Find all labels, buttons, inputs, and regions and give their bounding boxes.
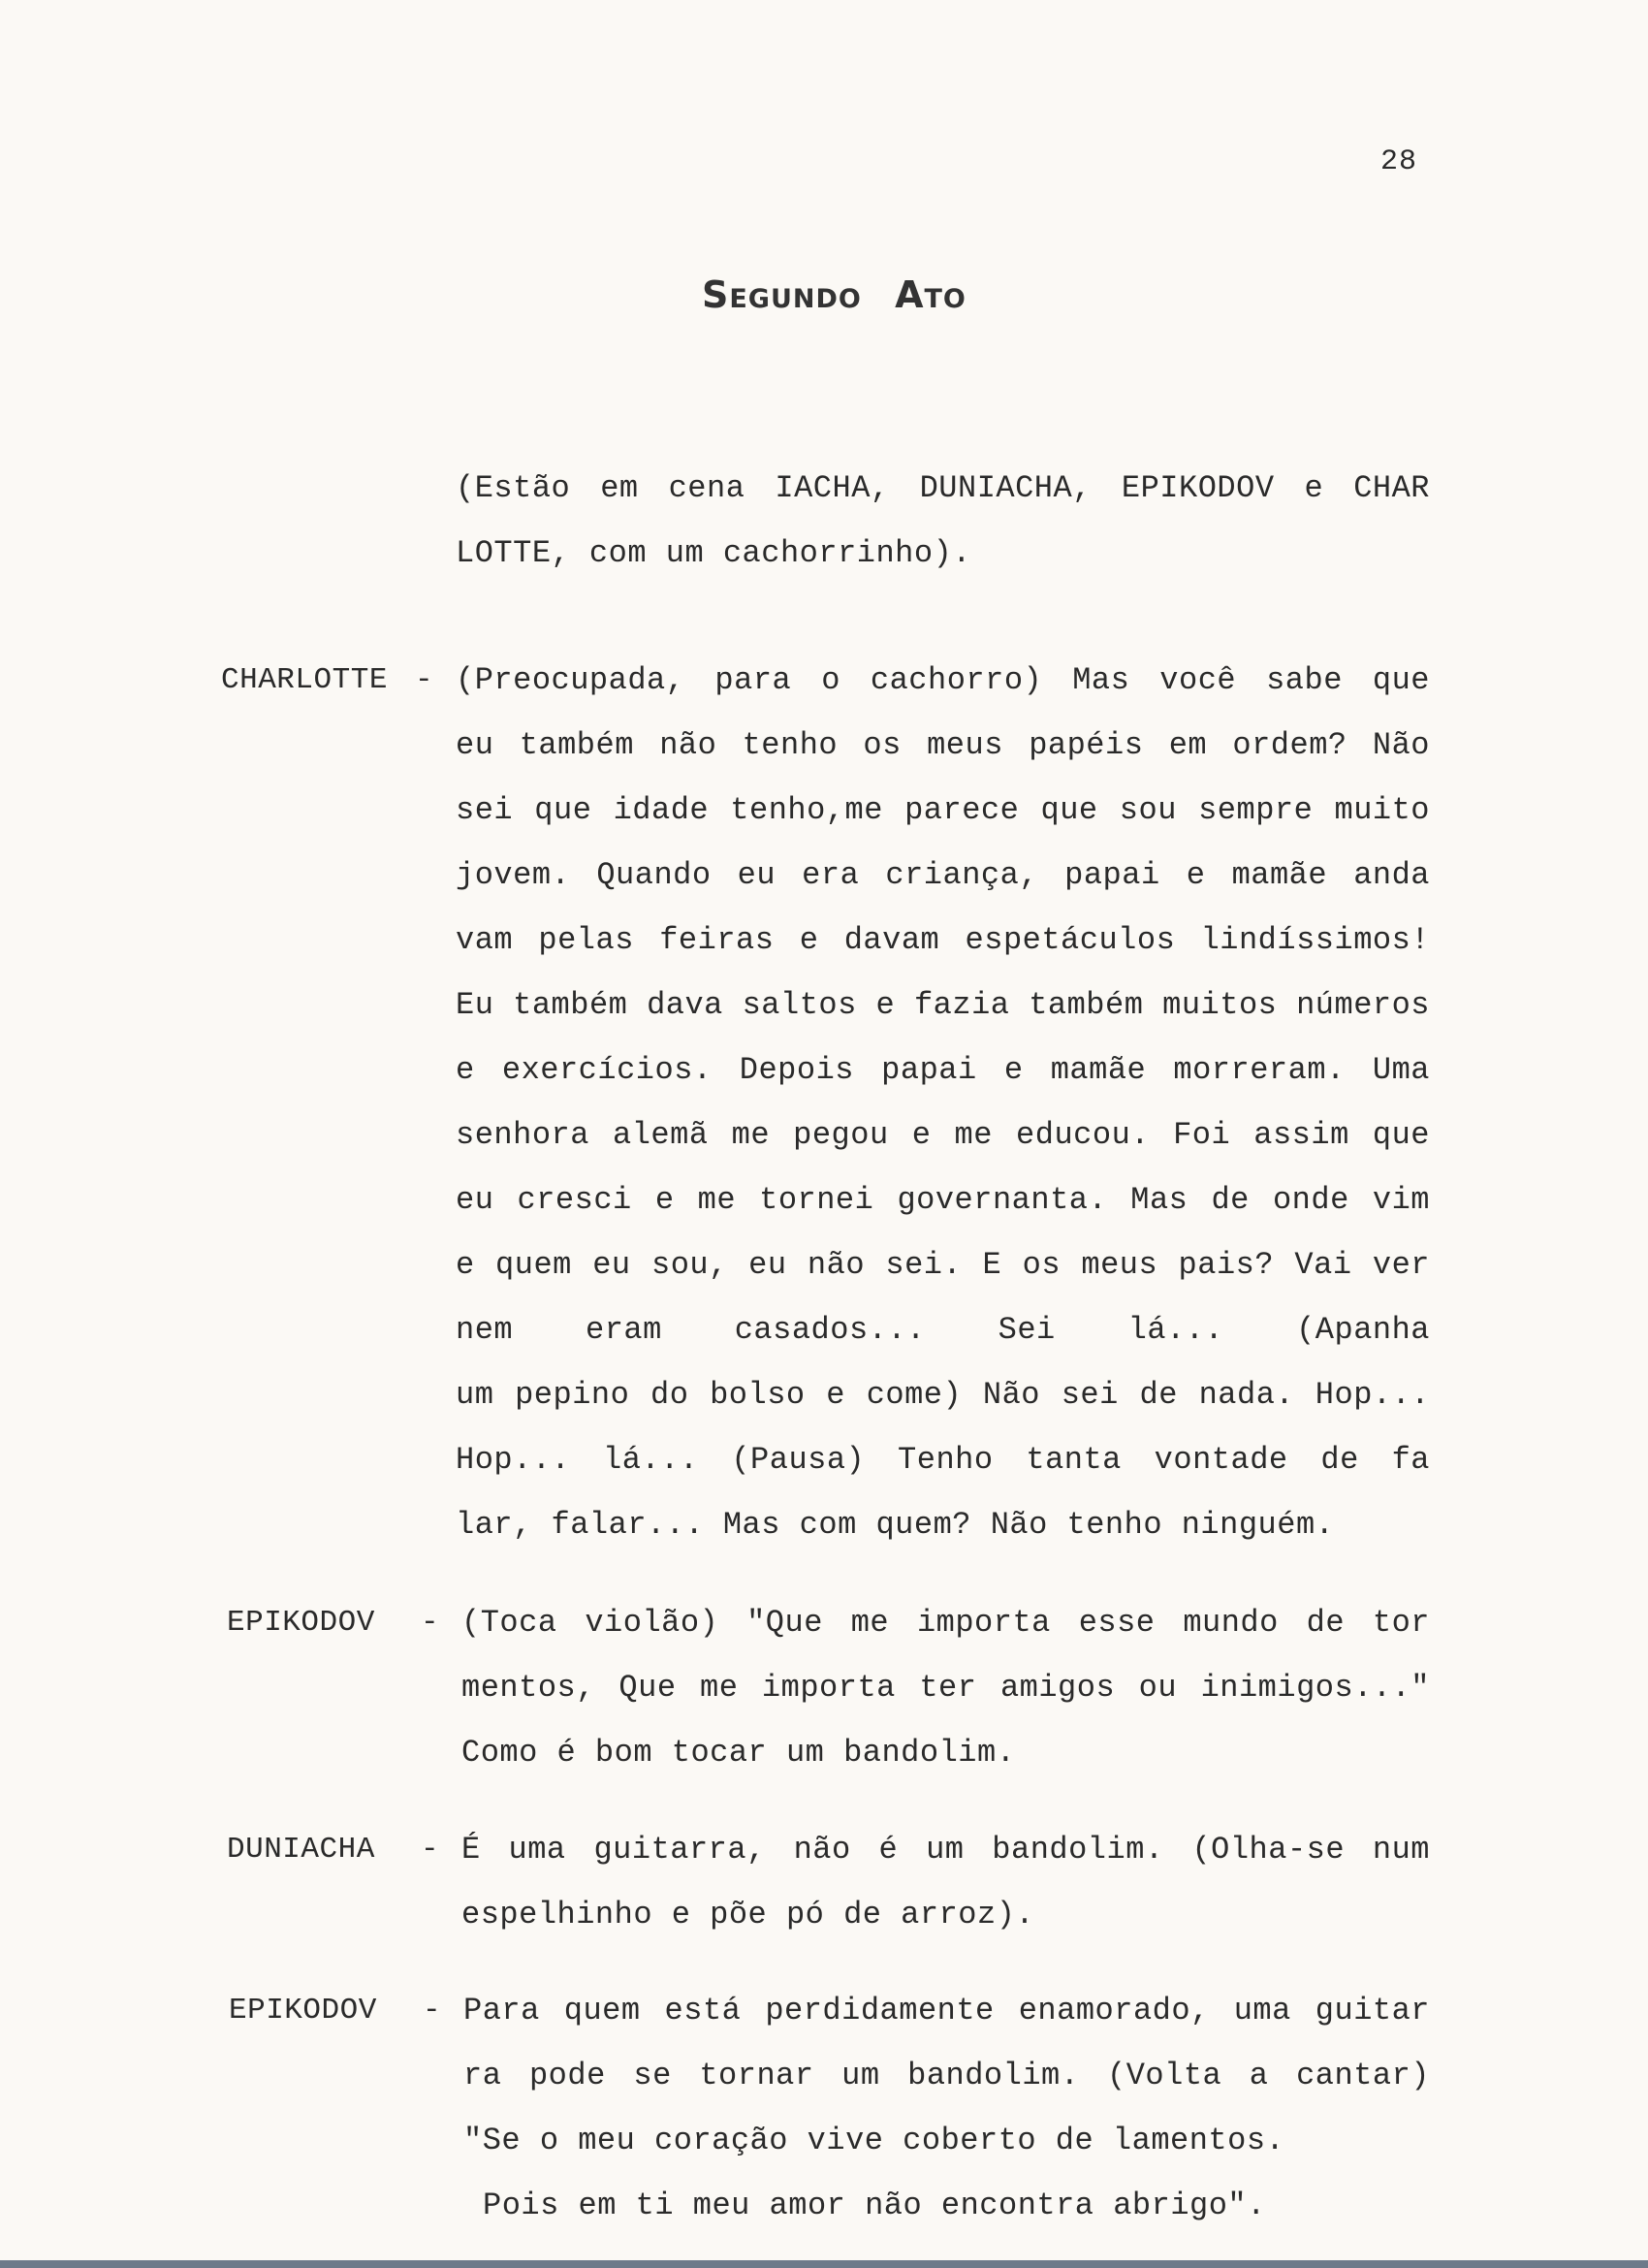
speech-line: e quem eu sou, eu não sei. E os meus pais? Vai ver <box>456 1247 1430 1283</box>
speech-block <box>456 648 1430 1557</box>
speech-line: eu cresci e me tornei governanta. Mas de onde vim <box>456 1182 1430 1218</box>
scan-edge <box>0 2260 1648 2268</box>
stage-direction-line: LOTTE, com um cachorrinho). <box>456 535 971 571</box>
speech-line: "Se o meu coração vive coberto de lamentos. <box>463 2123 1285 2158</box>
speech-line: Eu também dava saltos e fazia também muitos números <box>456 987 1430 1023</box>
speech-line: um pepino do bolso e come) Não sei de nada. Hop... <box>456 1377 1430 1413</box>
speech-line: (Toca violão) "Que me importa esse mundo de tor <box>461 1605 1430 1641</box>
speech-line: nem eram casados... Sei lá... (Apanha <box>456 1312 1430 1348</box>
speech-block <box>461 1817 1430 1947</box>
speech-line: jovem. Quando eu era criança, papai e mamãe anda <box>456 857 1430 893</box>
speech-line: vam pelas feiras e davam espetáculos lindíssimos! <box>456 922 1430 958</box>
speech-line: Como é bom tocar um bandolim. <box>461 1735 1016 1771</box>
speaker-dash: - <box>423 1994 441 2028</box>
page-number: 28 <box>1380 145 1418 178</box>
speaker-dash: - <box>415 663 433 697</box>
speech-line: e exercícios. Depois papai e mamãe morreram. Uma <box>456 1052 1430 1088</box>
speech-line: É uma guitarra, não é um bandolim. (Olha-se num <box>461 1832 1430 1868</box>
speaker-name: DUNIACHA <box>227 1833 375 1867</box>
speaker-name: EPIKODOV <box>229 1994 377 2028</box>
speech-line: Hop... lá... (Pausa) Tenho tanta vontade de fa <box>456 1442 1430 1478</box>
speech-line: ra pode se tornar um bandolim. (Volta a cantar) <box>463 2058 1430 2093</box>
stage-direction <box>456 456 1430 586</box>
speaker-dash: - <box>421 1606 439 1640</box>
speech-line: eu também não tenho os meus papéis em ordem? Não <box>456 727 1430 763</box>
speech-block <box>461 1590 1430 1785</box>
speaker-name: EPIKODOV <box>227 1606 375 1640</box>
speech-block <box>463 1978 1430 2238</box>
speech-line: Pois em ti meu amor não encontra abrigo". <box>483 2188 1266 2223</box>
speech-line: lar, falar... Mas com quem? Não tenho ninguém. <box>456 1507 1335 1543</box>
speech-line: sei que idade tenho,me parece que sou sempre muito <box>456 792 1430 828</box>
speaker-dash: - <box>421 1833 439 1867</box>
speech-line: (Preocupada, para o cachorro) Mas você sabe que <box>456 662 1430 698</box>
act-title: Segundo Ato <box>702 273 967 316</box>
speech-line: espelhinho e põe pó de arroz). <box>461 1897 1035 1933</box>
speech-line: Para quem está perdidamente enamorado, uma guitar <box>463 1993 1430 2028</box>
speech-line: senhora alemã me pegou e me educou. Foi assim que <box>456 1117 1430 1153</box>
speaker-name: CHARLOTTE <box>221 663 388 697</box>
stage-direction-line: (Estão em cena IACHA, DUNIACHA, EPIKODOV e CHAR <box>456 470 1430 506</box>
speech-line: mentos, Que me importa ter amigos ou inimigos..." <box>461 1670 1430 1706</box>
